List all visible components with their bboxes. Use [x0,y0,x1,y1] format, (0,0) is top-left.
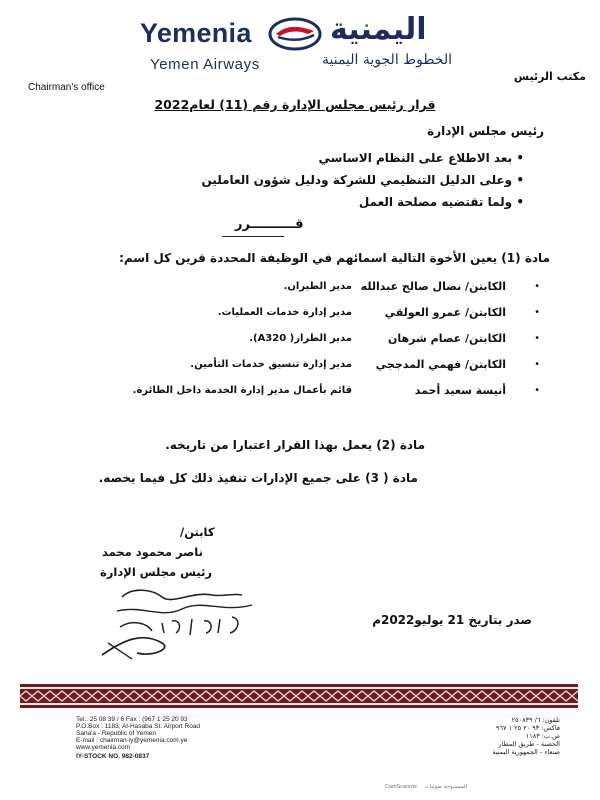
appointee-name: الكابتن/ فهمي المدججي [375,358,506,371]
appointee-name: الكابتن/ عصام شرهان [388,332,506,345]
bullet: • [534,307,540,318]
decided-underline [222,236,284,237]
appointee-position: مدير إدارة تنسيق خدمات التأمين. [190,359,352,370]
bullet: • [534,385,540,396]
signatory-title: كابتن/ [180,525,215,539]
bullet: • [534,281,540,292]
appointee-name: أنيسة سعيد أحمد [414,384,506,397]
appointee-position: مدير الطيران. [283,281,352,292]
article-2: مادة (2) يعمل بهذا القرار اعتبارا من تاريخه. [165,438,425,452]
yemenia-logo-icon [268,17,322,51]
issuer-line: رئيس مجلس الإدارة [427,124,544,138]
footer-line: تلفون: ٦/ ٢٥٠٨٣٩ [511,716,560,724]
office-label-ar: مكتب الرئيس [513,70,586,83]
footer-line: فاكس: ٩٣ ٢٠ ٢٥ ١ ٩٦٧ [496,724,560,732]
preamble-item: • بعد الاطلاع على النظام الاساسي [318,151,524,165]
footer-line: صنعاء - الجمهورية اليمنية [492,748,560,756]
bullet: • [534,333,540,344]
brand-name-en: Yemenia [140,18,252,48]
stock-number: IY-STOCK NO. 982-0837 [76,753,150,760]
bullet: • [534,359,540,370]
footer-line: الحصبة - طريق المطار [498,740,560,748]
scanner-watermark-ar: الممسوحة ضوئيا بـ [425,784,468,790]
brand-name-ar: اليمنية [330,12,427,47]
appointee-name: الكابتن/ عمرو العولقي [384,306,506,319]
footer-contact-en [38,716,201,760]
handwritten-signature-icon [92,583,282,663]
footer-email: E-mail : chairman-iy@yemenia.com.ye [76,737,188,744]
preamble-item: • وعلى الدليل التنظيمي للشركة ودليل شؤون العاملين [201,173,524,187]
footer-line: ص.ب: ١١٨٣ [525,732,560,740]
footer-contact-ar [492,716,560,756]
footer-line: Tel.: 25 08 39 / 6 Fax : (967 1 25 20 93 [76,716,188,723]
signatory-name: ناصر محمود محمد [102,545,203,559]
scanner-watermark-en: CamScanner [385,784,418,790]
decided-heading: قــــــــــرر [235,217,304,232]
article-1: مادة (1) يعين الأخوة التالية اسمائهم في الوظيفة المحددة قرين كل اسم: [119,251,550,265]
appointee-position: قائم بأعمال مدير إدارة الخدمة داخل الطائرة. [132,385,352,396]
appointee-position: مدير الطراز( A320). [249,333,352,344]
footer-line: Sana'a - Republic of Yemen [76,730,157,737]
footer-website: www.yemenia.com [76,744,131,751]
footer-ornament-band [20,684,578,708]
appointee-position: مدير إدارة خدمات العمليات. [217,307,352,318]
article-3: مادة ( 3) على جميع الإدارات تنفيذ ذلك كل فيما يخصه. [98,471,418,485]
signatory-role: رئيس مجلس الإدارة [100,565,213,579]
footer-line: P.O.Box : 1183, Al-Hasaba St. Airport Road [76,723,201,730]
brand-subtitle-en: Yemen Airways [150,56,260,73]
issue-date: صدر بتاريخ 21 يوليو2022م [372,613,532,627]
decision-title: قرار رئيس مجلس الإدارة رقم (11) لعام2022 [154,97,436,112]
office-label-en: Chairman's office [28,82,105,93]
preamble-item: • ولما تقتضيه مصلحة العمل [358,195,524,209]
appointee-name: الكابتن/ نضال صالح عبدالله [360,280,506,293]
preamble-list [202,151,525,209]
brand-subtitle-ar: الخطوط الجوية اليمنية [322,52,453,68]
